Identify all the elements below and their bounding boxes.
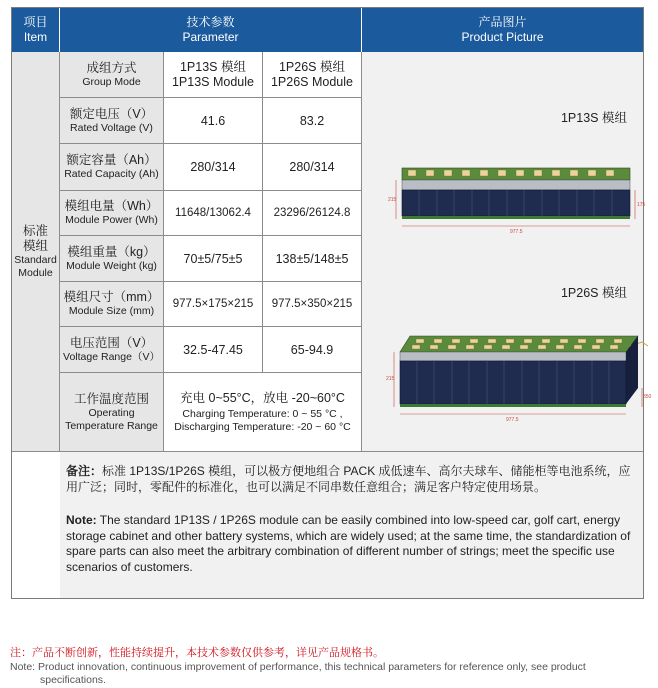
header-item	[12, 8, 60, 52]
footer-note-en	[10, 661, 650, 687]
footer-note-en-line1: Note: Product innovation, continuous improvement of performance, this technical parameters for reference only, see product	[10, 661, 586, 673]
header-picture	[362, 8, 643, 52]
row-module-power-1p26s: 23296/26124.8	[263, 191, 362, 236]
product-picture-panel	[362, 52, 652, 452]
row-rated-capacity-1p13s: 280/314	[164, 144, 263, 191]
p2-height-dim: 215	[386, 376, 395, 382]
row-module-weight-1p26s: 138±5/148±5	[263, 236, 362, 282]
row-operating-temp-label: 工作温度范围 Operating Temperature Range	[60, 373, 164, 452]
picture-1p13s-label: 1P13S 模组	[560, 111, 627, 125]
row-group-mode-1p13s: 1P13S 模组 1P13S Module	[164, 52, 263, 98]
header-item-en: Item	[23, 30, 48, 44]
p2-width-dim: 350	[643, 394, 652, 400]
standard-module-en2: Module	[18, 266, 53, 279]
footer-note-zh: 注：产品不断创新，性能持续提升，本技术参数仅供参考，详见产品规格书。	[10, 647, 384, 659]
standard-module-en1: Standard	[14, 253, 57, 266]
header-picture-zh: 产品图片	[478, 15, 527, 29]
row-rated-capacity-label: 额定容量（Ah） Rated Capacity (Ah)	[60, 144, 164, 191]
standard-module-zh2: 模组	[22, 238, 48, 253]
row-rated-capacity-1p26s: 280/314	[263, 144, 362, 191]
row-voltage-range-label: 电压范围（V） Voltage Range（V）	[60, 327, 164, 373]
p1-width-dim: 175	[637, 202, 646, 208]
spec-table	[11, 7, 652, 599]
row-module-size-label: 模组尺寸（mm） Module Size (mm)	[60, 282, 164, 327]
standard-module-cell	[12, 52, 60, 452]
row-module-weight-1p13s: 70±5/75±5	[164, 236, 263, 282]
note-section	[60, 452, 643, 598]
row-voltage-range-1p13s: 32.5-47.45	[164, 327, 263, 373]
p2-length-dim: 977.5	[506, 417, 519, 423]
row-voltage-range-1p26s: 65-94.9	[263, 327, 362, 373]
row-group-mode-1p26s: 1P26S 模组 1P26S Module	[263, 52, 362, 98]
standard-module-zh1: 标准	[22, 223, 48, 238]
footer-note-en-line2: specifications.	[40, 674, 106, 686]
module-1p26s-drawing	[386, 328, 656, 423]
row-rated-voltage-1p26s: 83.2	[263, 98, 362, 144]
note-zh: 备注：标准 1P13S/1P26S 模组，可以极方便地组合 PACK 成低速车、高尔夫球车、储能柜等电池系统，应用广泛；同时，零配件的标准化，也可以满足不同串数任意组合；满足客户特定使用场景。	[66, 464, 631, 494]
picture-1p26s-label: 1P26S 模组	[560, 286, 627, 300]
row-rated-voltage-1p13s: 41.6	[164, 98, 263, 144]
header-parameter-zh: 技术参数	[186, 15, 235, 29]
note-en: Note: The standard 1P13S / 1P26S module can be easily combined into low-speed car, golf cart, energy storage cabinet and other battery systems, which are widely used; at the same time, the standardization of spare parts can also meet the arbitrary combination of different number of strings; meet the specific use scenarios of customers.	[66, 513, 631, 574]
header-picture-en: Product Picture	[461, 30, 544, 44]
row-module-power-label: 模组电量（Wh） Module Power (Wh)	[60, 191, 164, 236]
header-parameter-en: Parameter	[182, 30, 239, 44]
row-module-power-1p13s: 11648/13062.4	[164, 191, 263, 236]
header-parameter	[60, 8, 362, 52]
row-module-size-1p13s: 977.5×175×215	[164, 282, 263, 327]
p1-length-dim: 977.5	[510, 229, 523, 235]
p1-height-dim: 215	[388, 197, 397, 203]
header-item-zh: 项目	[23, 15, 48, 29]
row-group-mode-label: 成组方式 Group Mode	[60, 52, 164, 98]
row-module-size-1p26s: 977.5×350×215	[263, 282, 362, 327]
row-module-weight-label: 模组重量（kg） Module Weight (kg)	[60, 236, 164, 282]
row-rated-voltage-label: 额定电压（V） Rated Voltage (V)	[60, 98, 164, 144]
row-operating-temp-value: 充电 0~55°C，放电 -20~60°C Charging Temperature: 0 ~ 55 °C , Discharging Temperature: -20 ~ 60 °C	[164, 373, 362, 452]
module-1p13s-drawing	[386, 160, 646, 235]
